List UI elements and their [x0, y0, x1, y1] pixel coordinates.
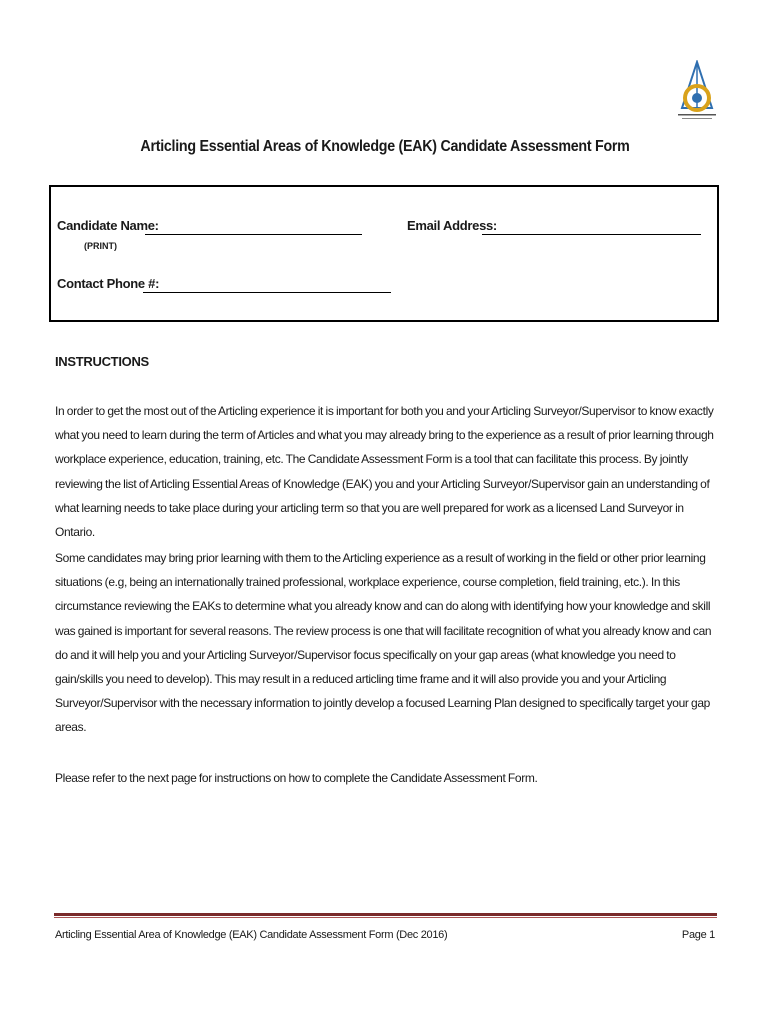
association-logo-icon	[672, 60, 722, 126]
footer-rule-thin	[54, 917, 717, 918]
page-number: Page 1	[681, 929, 715, 941]
contact-phone-label: Contact Phone #:	[57, 276, 160, 291]
instructions-paragraph-2: Some candidates may bring prior learning with them to the Articling experience as a result of working in the field or other prior learning situations (e.g, being an internationally trained professional, workplace experience, course completion, field training, etc.). In this circumstance reviewing the EAKs to determine what you already know and can do along with identifying how your knowledge and skill was gained is important for several reasons. The review process is one that will facilitate recognition of what you already know and can do and it will help you and your Articling Surveyor/Supervisor focus specifically on your gap areas (what knowledge you need to gain/skills you need to develop). This may result in a reduced articling time frame and it will also provide you and your Articling Surveyor/Supervisor with the necessary information to jointly develop a focused Learning Plan designed to specifically target your gap areas.	[55, 551, 712, 735]
instructions-heading: INSTRUCTIONS	[55, 354, 149, 369]
instructions-paragraph-3: Please refer to the next page for instructions on how to complete the Candidate Assessment Form.	[55, 771, 538, 785]
print-note: (PRINT)	[84, 241, 117, 251]
footer-rule	[54, 913, 717, 916]
candidate-name-label: Candidate Name:	[57, 218, 159, 233]
footer-document-title: Articling Essential Area of Knowledge (EAK) Candidate Assessment Form (Dec 2016)	[55, 929, 448, 941]
page-title: Articling Essential Areas of Knowledge (EAK) Candidate Assessment Form	[140, 138, 630, 155]
email-label: Email Address:	[407, 218, 497, 233]
email-field[interactable]	[482, 234, 701, 235]
instructions-paragraph-1: In order to get the most out of the Articling experience it is important for both you and your Articling Surveyor/Supervisor to know exactly what you need to learn during the term of Articles and what you may already bring to the experience as a result of prior learning through workplace experience, education, training, etc. The Candidate Assessment Form is a tool that can facilitate this process. By jointly reviewing the list of Articling Essential Areas of Knowledge (EAK) you and your Articling Surveyor/Supervisor gain an understanding of what learning needs to take place during your articling term so that you are well prepared for work as a licensed Land Surveyor in Ontario.	[55, 404, 714, 540]
candidate-info-box	[49, 185, 719, 322]
candidate-name-field[interactable]	[145, 234, 362, 235]
contact-phone-field[interactable]	[143, 292, 391, 293]
